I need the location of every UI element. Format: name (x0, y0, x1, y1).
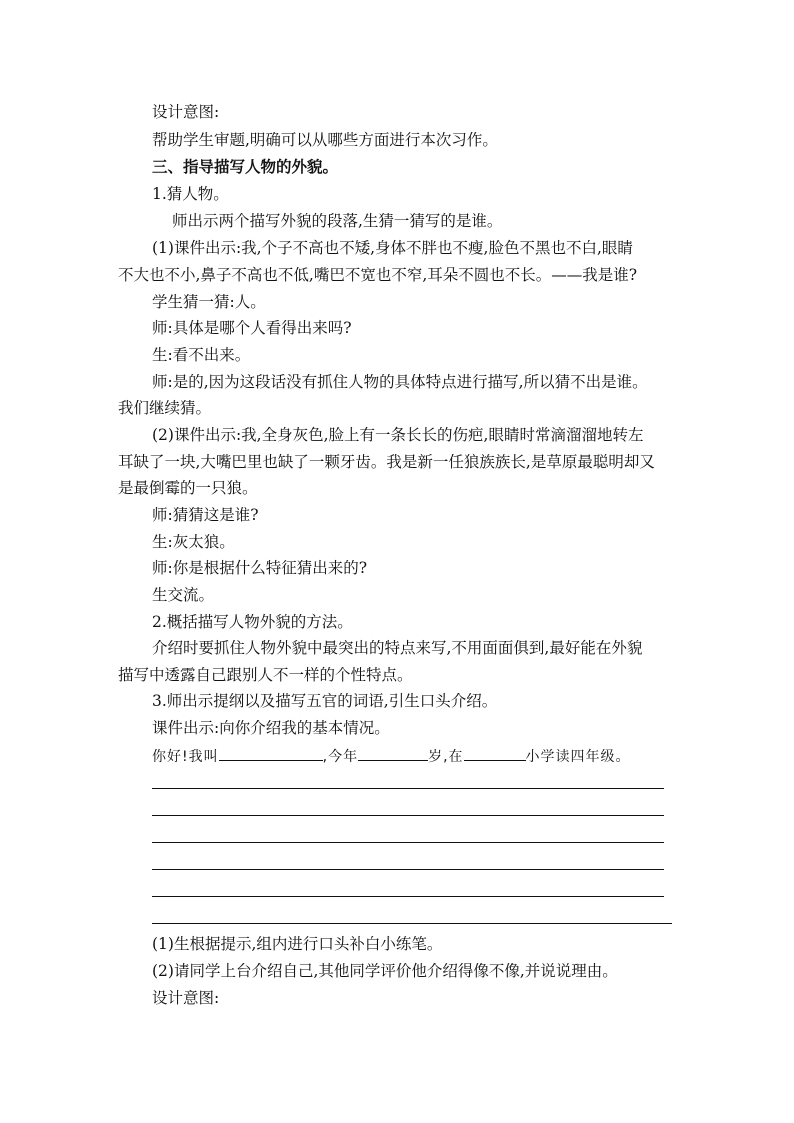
worksheet-intro-line (152, 746, 631, 767)
paragraph: (2)请同学上台介绍自己,其他同学评价他介绍得像不像,并说说理由。 (152, 962, 618, 980)
paragraph: 是最倒霉的一只狼。 (118, 479, 258, 497)
paragraph: 生:看不出来。 (152, 346, 251, 364)
paragraph: 学生猜一猜:人。 (152, 293, 266, 311)
paragraph: 帮助学生审题,明确可以从哪些方面进行本次习作。 (152, 131, 498, 149)
subheading: 1.猜人物。 (152, 185, 229, 203)
paragraph: 师出示两个描写外貌的段落,生猜一猜写的是谁。 (172, 212, 503, 230)
worksheet-text: 小学读四年级。 (525, 749, 631, 765)
section-note-label: 设计意图: (152, 103, 220, 121)
paragraph: (2)课件出示:我,全身灰色,脸上有一条长长的伤疤,眼睛时常滴溜溜地转左 (152, 426, 644, 444)
paragraph: 课件出示:向你介绍我的基本情况。 (152, 719, 390, 737)
writing-line[interactable] (152, 788, 664, 789)
paragraph: 师:是的,因为这段话没有抓住人物的具体特点进行描写,所以猜不出是谁。 (152, 373, 648, 391)
paragraph: 不大也不小,鼻子不高也不低,嘴巴不宽也不窄,耳朵不圆也不长。——我是谁? (118, 266, 638, 284)
age-blank[interactable] (358, 746, 428, 761)
worksheet-text: ,今年 (322, 749, 359, 765)
writing-line[interactable] (152, 842, 664, 843)
paragraph: (1)课件出示:我,个子不高也不矮,身体不胖也不瘦,脸色不黑也不白,眼睛 (152, 239, 633, 257)
paragraph: 生交流。 (152, 586, 215, 604)
paragraph: 我们继续猜。 (118, 399, 212, 417)
writing-line[interactable] (152, 869, 664, 870)
writing-line[interactable] (152, 815, 664, 816)
subheading: 2.概括描写人物外貌的方法。 (152, 613, 353, 631)
paragraph: 耳缺了一块,大嘴巴里也缺了一颗牙齿。我是新一任狼族族长,是草原最聪明却又 (118, 453, 655, 471)
paragraph: 师:猜猜这是谁? (152, 506, 259, 524)
worksheet-text: 岁,在 (428, 749, 464, 765)
section-heading: 三、指导描写人物的外貌。 (152, 157, 339, 176)
paragraph: (1)生根据提示,组内进行口头补白小练笔。 (152, 935, 443, 953)
paragraph: 生:灰太狼。 (152, 533, 235, 551)
subheading: 3.师出示提纲以及描写五官的词语,引生口头介绍。 (152, 692, 498, 710)
paragraph: 师:具体是哪个人看得出来吗? (152, 319, 352, 337)
writing-line[interactable] (152, 896, 664, 897)
worksheet-text: 你好!我叫 (152, 749, 219, 765)
name-blank[interactable] (219, 746, 323, 761)
paragraph: 师:你是根据什么特征猜出来的? (152, 559, 368, 577)
paragraph: 描写中透露自己跟别人不一样的个性特点。 (118, 666, 413, 684)
school-blank[interactable] (464, 746, 526, 761)
section-note-label: 设计意图: (152, 989, 220, 1007)
paragraph: 介绍时要抓住人物外貌中最突出的特点来写,不用面面俱到,最好能在外貌 (152, 639, 643, 657)
writing-line[interactable] (152, 923, 672, 924)
